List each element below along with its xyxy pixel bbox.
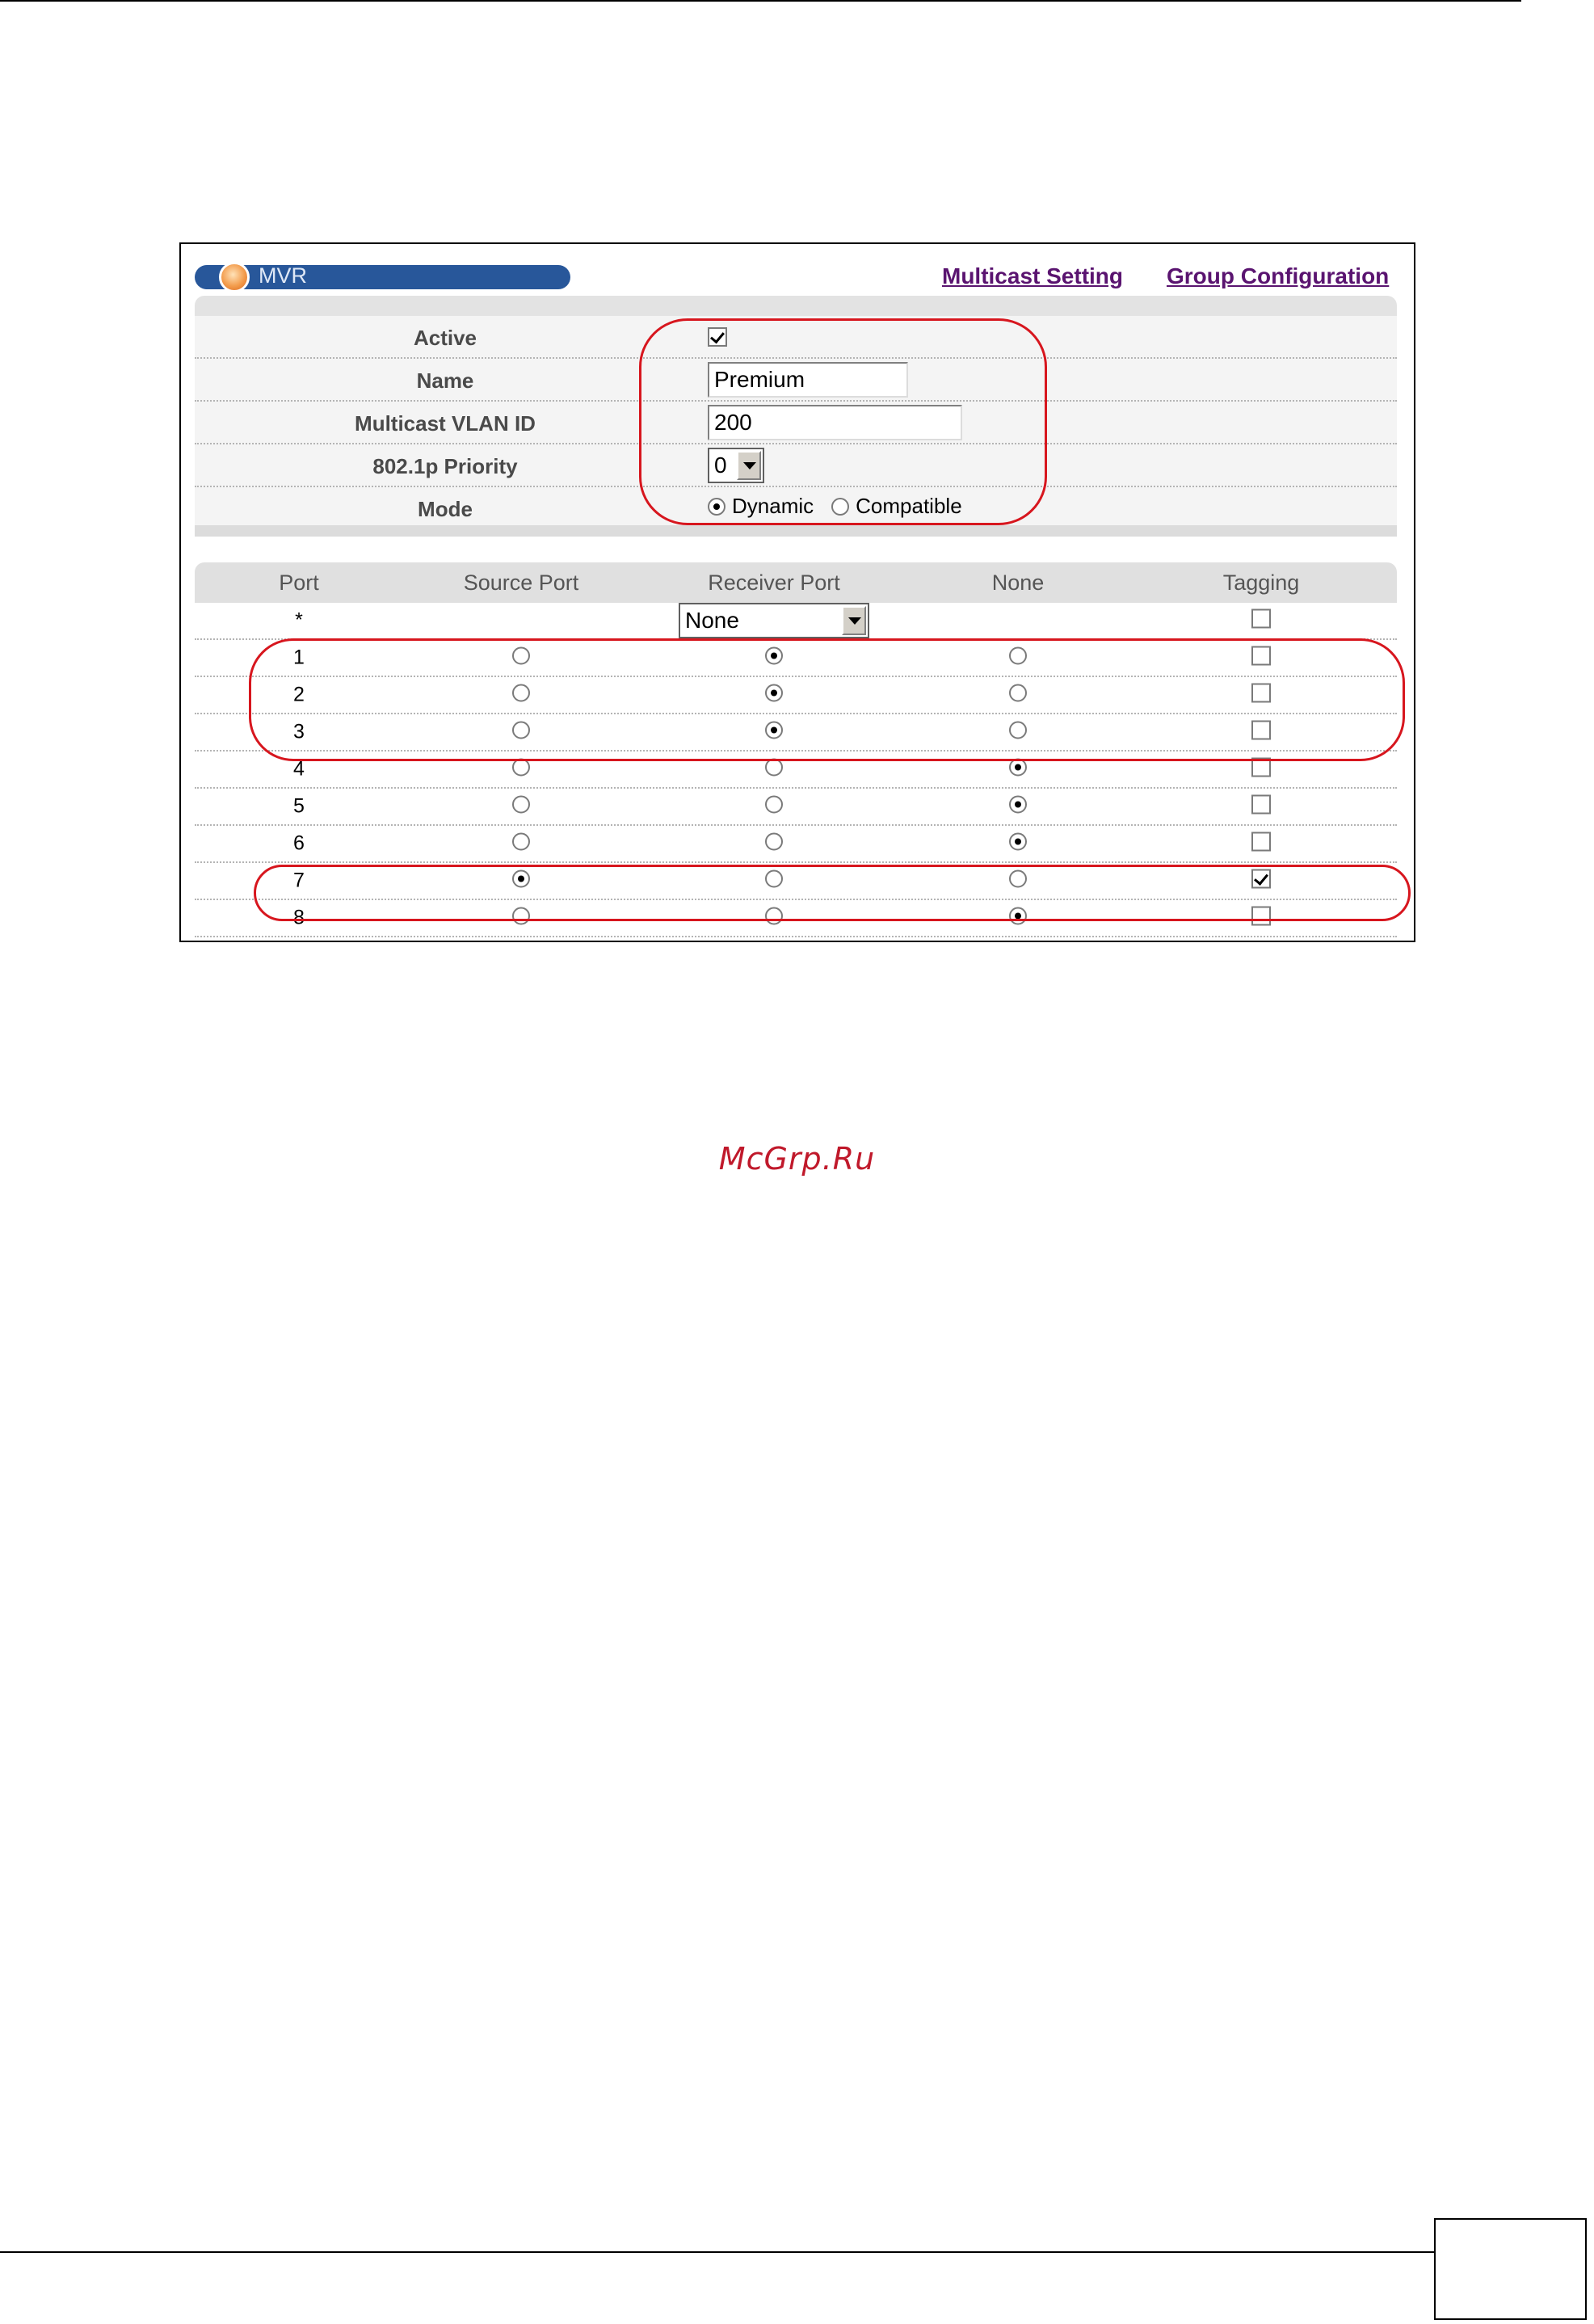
col-tagging: Tagging <box>1222 570 1300 595</box>
port-tagging-checkbox[interactable] <box>1251 795 1271 815</box>
mode-dynamic-label: Dynamic <box>732 494 814 518</box>
port-tagging-checkbox[interactable] <box>1251 684 1271 703</box>
mode-label: Mode <box>418 497 473 521</box>
vlan-id-input[interactable] <box>708 405 962 440</box>
mvr-screen <box>179 242 1415 942</box>
port-none-radio[interactable] <box>1009 647 1027 665</box>
port-receiver-radio[interactable] <box>765 759 783 777</box>
table-row <box>195 752 1397 789</box>
mode-row <box>195 487 1397 525</box>
port-receiver-radio[interactable] <box>765 722 783 739</box>
port-tagging-checkbox[interactable] <box>1251 907 1271 926</box>
table-row <box>195 714 1397 752</box>
group-configuration-link[interactable]: Group Configuration <box>1167 263 1390 288</box>
vlan-row <box>195 402 1397 444</box>
page-title: MVR <box>259 263 307 288</box>
port-receiver-radio[interactable] <box>765 796 783 814</box>
port-source-radio[interactable] <box>512 833 530 851</box>
port-source-radio[interactable] <box>512 722 530 739</box>
bottom-rule <box>0 2251 1438 2253</box>
port-none-radio[interactable] <box>1009 722 1027 739</box>
mode-compatible-radio[interactable] <box>831 498 849 516</box>
all-ports-select-value: None <box>685 608 739 633</box>
title-orb-icon <box>219 262 250 293</box>
port-receiver-radio[interactable] <box>765 684 783 702</box>
all-ports-row <box>195 603 1397 640</box>
port-receiver-radio[interactable] <box>765 870 783 888</box>
name-row <box>195 359 1397 402</box>
priority-row <box>195 444 1397 487</box>
settings-panel-top <box>195 296 1397 316</box>
page-number-box <box>1434 2218 1587 2320</box>
table-row <box>195 677 1397 714</box>
port-tagging-checkbox[interactable] <box>1251 869 1271 889</box>
all-ports-tagging-checkbox[interactable] <box>1251 609 1271 629</box>
mode-dynamic-radio[interactable] <box>708 498 726 516</box>
chevron-down-icon <box>737 451 761 480</box>
col-none: None <box>991 570 1045 595</box>
table-row <box>195 863 1397 900</box>
port-number: 2 <box>293 683 305 706</box>
port-tagging-checkbox[interactable] <box>1251 758 1271 777</box>
title-bar <box>195 265 570 289</box>
priority-label: 802.1p Priority <box>372 454 518 478</box>
port-tagging-checkbox[interactable] <box>1251 646 1271 666</box>
table-row <box>195 826 1397 863</box>
name-input[interactable] <box>708 362 908 398</box>
name-label: Name <box>416 368 474 393</box>
port-none-radio[interactable] <box>1009 759 1027 777</box>
priority-value: 0 <box>714 452 727 478</box>
active-row <box>195 316 1397 359</box>
port-none-radio[interactable] <box>1009 796 1027 814</box>
port-none-radio[interactable] <box>1009 833 1027 851</box>
table-row <box>195 640 1397 677</box>
settings-panel-bottom <box>195 525 1397 537</box>
port-source-radio[interactable] <box>512 647 530 665</box>
port-number: 8 <box>293 906 305 929</box>
table-row <box>195 789 1397 826</box>
col-source-port: Source Port <box>463 570 579 595</box>
port-receiver-radio[interactable] <box>765 907 783 925</box>
watermark: McGrp.Ru <box>718 1141 876 1177</box>
port-tagging-checkbox[interactable] <box>1251 832 1271 852</box>
table-row <box>195 900 1397 937</box>
port-source-radio[interactable] <box>512 796 530 814</box>
port-receiver-radio[interactable] <box>765 647 783 665</box>
col-port: Port <box>279 570 319 595</box>
port-number: 1 <box>293 646 305 669</box>
all-ports-label: * <box>295 608 303 632</box>
port-tagging-checkbox[interactable] <box>1251 721 1271 740</box>
port-source-radio[interactable] <box>512 870 530 888</box>
active-label: Active <box>413 326 477 350</box>
port-none-radio[interactable] <box>1009 684 1027 702</box>
vlan-label: Multicast VLAN ID <box>355 411 536 436</box>
port-number: 3 <box>293 720 305 743</box>
port-source-radio[interactable] <box>512 684 530 702</box>
port-none-radio[interactable] <box>1009 870 1027 888</box>
port-table-header <box>195 562 1397 603</box>
port-source-radio[interactable] <box>512 907 530 925</box>
port-number: 7 <box>293 869 305 892</box>
multicast-setting-link[interactable]: Multicast Setting <box>942 263 1124 288</box>
active-checkbox[interactable] <box>708 327 727 347</box>
top-rule <box>0 0 1521 2</box>
port-receiver-radio[interactable] <box>765 833 783 851</box>
port-source-radio[interactable] <box>512 759 530 777</box>
chevron-down-icon <box>842 606 866 635</box>
port-number: 5 <box>293 794 305 818</box>
priority-select[interactable] <box>708 448 764 483</box>
mode-compatible-label: Compatible <box>856 494 962 518</box>
col-receiver-port: Receiver Port <box>708 570 840 595</box>
port-number: 4 <box>293 757 305 781</box>
port-none-radio[interactable] <box>1009 907 1027 925</box>
all-ports-receiver-select[interactable] <box>679 603 869 638</box>
port-number: 6 <box>293 832 305 855</box>
